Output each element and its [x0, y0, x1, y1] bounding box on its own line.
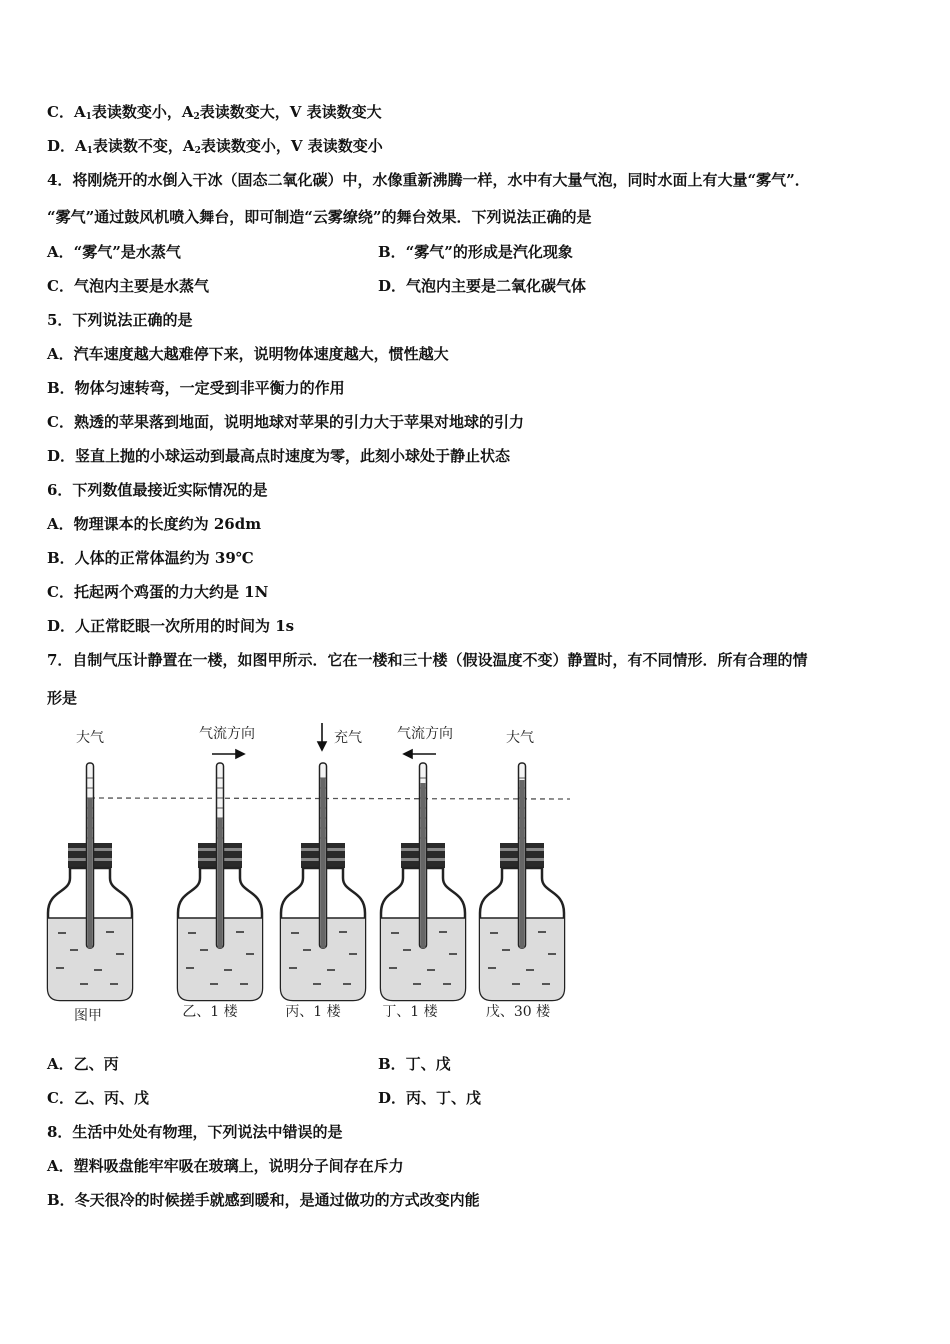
label-top-yi: 气流方向 — [199, 726, 255, 742]
reference-level-line — [90, 798, 570, 799]
label-bottom-ding: 丁、1 楼 — [382, 1004, 438, 1020]
label-top-bing: 充气 — [334, 730, 362, 746]
label-bottom-wu: 戊、30 楼 — [485, 1004, 551, 1020]
q3-option-c: C．$A_1$表读数变小，$A_2$表读数变大，V 表读数变大 — [47, 103, 382, 122]
q6-option-c: C．托起两个鸡蛋的力大约是 1N — [47, 583, 269, 601]
q5-option-b: B．物体匀速转弯，一定受到非平衡力的作用 — [47, 379, 345, 397]
q4-option-a: A．“雾气”是水蒸气 — [47, 243, 181, 261]
label-bottom-bing: 丙、1 楼 — [285, 1004, 341, 1020]
label-bottom-yi: 乙、1 楼 — [182, 1004, 238, 1020]
q4-option-b: B．“雾气”的形成是汽化现象 — [378, 243, 573, 261]
q7-stem-line2: 形是 — [47, 689, 78, 707]
q7-option-a: A．乙、丙 — [47, 1055, 119, 1073]
label-top-ding: 气流方向 — [397, 726, 453, 742]
q6-option-d: D．人正常眨眼一次所用的时间为 1s — [47, 617, 295, 635]
q4-option-c: C．气泡内主要是水蒸气 — [47, 277, 209, 295]
barometer-figure — [30, 718, 590, 1028]
q7-option-c: C．乙、丙、戊 — [47, 1089, 149, 1107]
q7-option-d: D．丙、丁、戊 — [378, 1089, 482, 1107]
label-bottom-jia: 图甲 — [74, 1008, 102, 1024]
q5-option-d: D．竖直上抛的小球运动到最高点时速度为零，此刻小球处于静止状态 — [47, 447, 511, 465]
q6-option-a: A．物理课本的长度约为 26dm — [47, 515, 262, 533]
q4-option-d: D．气泡内主要是二氧化碳气体 — [378, 277, 587, 295]
q5-stem: 5．下列说法正确的是 — [47, 311, 193, 329]
q7-stem-line1: 7．自制气压计静置在一楼，如图甲所示．它在一楼和三十楼（假设温度不变）静置时，有不同情形．所有合理的情 — [47, 651, 808, 669]
q5-option-a: A．汽车速度越大越难停下来，说明物体速度越大，惯性越大 — [47, 345, 449, 363]
q6-stem: 6．下列数值最接近实际情况的是 — [47, 481, 268, 499]
q8-stem: 8．生活中处处有物理，下列说法中错误的是 — [47, 1123, 343, 1141]
q7-option-b: B．丁、戊 — [378, 1055, 451, 1073]
q4-stem-line1: 4．将刚烧开的水倒入干冰（固态二氧化碳）中，水像重新沸腾一样，水中有大量气泡，同时水面上有大量“雾气”． — [47, 171, 810, 189]
q5-option-c: C．熟透的苹果落到地面，说明地球对苹果的引力大于苹果对地球的引力 — [47, 413, 524, 431]
q8-option-a: A．塑料吸盘能牢牢吸在玻璃上，说明分子间存在斥力 — [47, 1157, 404, 1175]
q4-stem-line2: “雾气”通过鼓风机喷入舞台，即可制造“云雾缭绕”的舞台效果．下列说法正确的是 — [47, 208, 592, 226]
label-top-jia: 大气 — [76, 730, 104, 746]
label-top-wu: 大气 — [506, 730, 534, 746]
q8-option-b: B．冬天很冷的时候搓手就感到暖和，是通过做功的方式改变内能 — [47, 1191, 480, 1209]
q6-option-b: B．人体的正常体温约为 39℃ — [47, 549, 254, 567]
q3-option-d: D．$A_1$表读数不变，$A_2$表读数变小，V 表读数变小 — [47, 137, 383, 156]
